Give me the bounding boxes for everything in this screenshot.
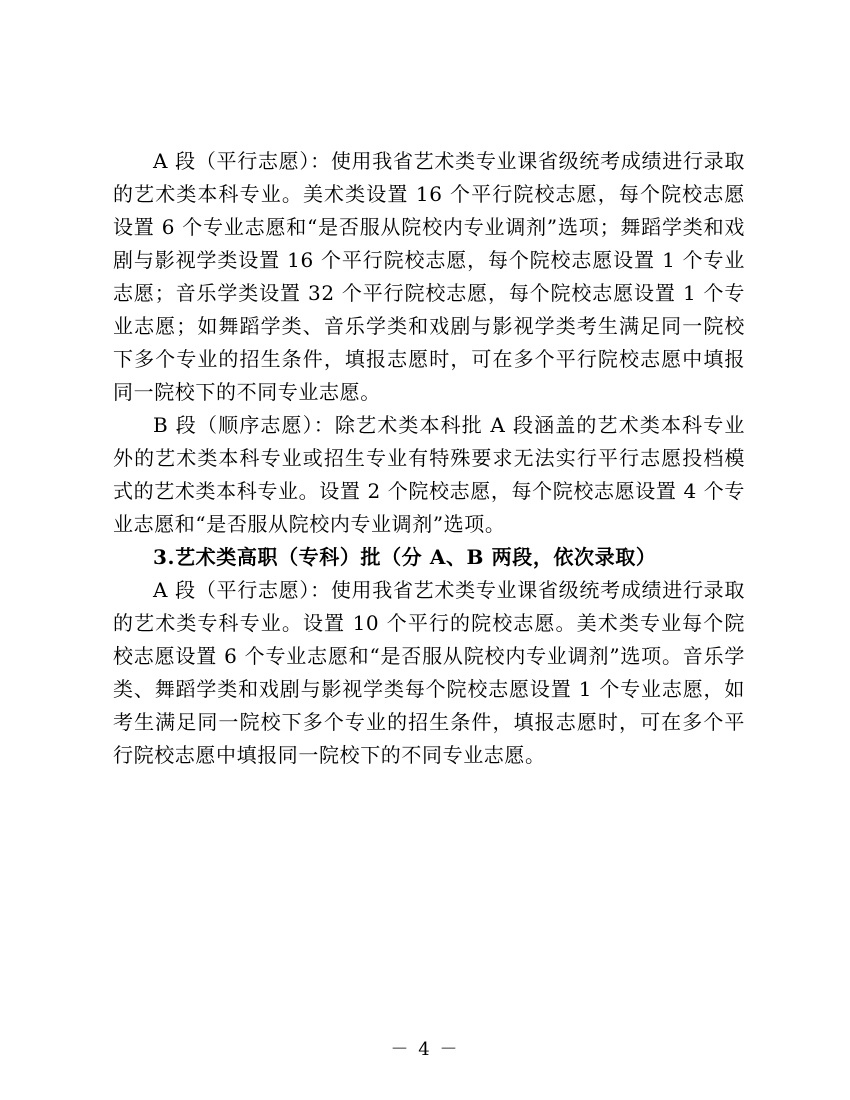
paragraph-art-vocational-a-segment: A 段（平行志愿）：使用我省艺术类专业课省级统考成绩进行录取的艺术类专科专业。设置 10 个平行的院校志愿。美术类专业每个院校志愿设置 6 个专业志愿和“是否服从院校内专业调剂”选项。音乐学类、舞蹈学类和戏剧与影视学类每个院校志愿设置 1 个专业志愿，如考生满足同一院校下多个专业的招生条件，填报志愿时，可在多个平行院校志愿中填报同一院校下的不同专业志愿。 (113, 578, 745, 767)
page-number: － 4 － (390, 1039, 460, 1060)
paragraph-art-undergrad-b-segment: B 段（顺序志愿）：除艺术类本科批 A 段涵盖的艺术类本科专业外的艺术类本科专业或招生专业有特殊要求无法实行平行志愿投档模式的艺术类本科专业。设置 2 个院校志愿，每个院校志愿设置 4 个专业志愿和“是否服从院校内专业调剂”选项。 (113, 413, 745, 536)
section-heading-art-vocational-batch: 3.艺术类高职（专科）批（分 A、B 两段，依次录取） (153, 545, 657, 569)
document-body (113, 145, 745, 772)
paragraph-art-undergrad-a-segment: A 段（平行志愿）：使用我省艺术类专业课省级统考成绩进行录取的艺术类本科专业。美术类设置 16 个平行院校志愿，每个院校志愿设置 6 个专业志愿和“是否服从院校内专业调剂”选项；舞蹈学类和戏剧与影视学类设置 16 个平行院校志愿，每个院校志愿设置 1 个专业志愿；音乐学类设置 32 个平行院校志愿，每个院校志愿设置 1 个专业志愿；如舞蹈学类、音乐学类和戏剧与影视学类考生满足同一院校下多个专业的招生条件，填报志愿时，可在多个平行院校志愿中填报同一院校下的不同专业志愿。 (113, 149, 745, 404)
